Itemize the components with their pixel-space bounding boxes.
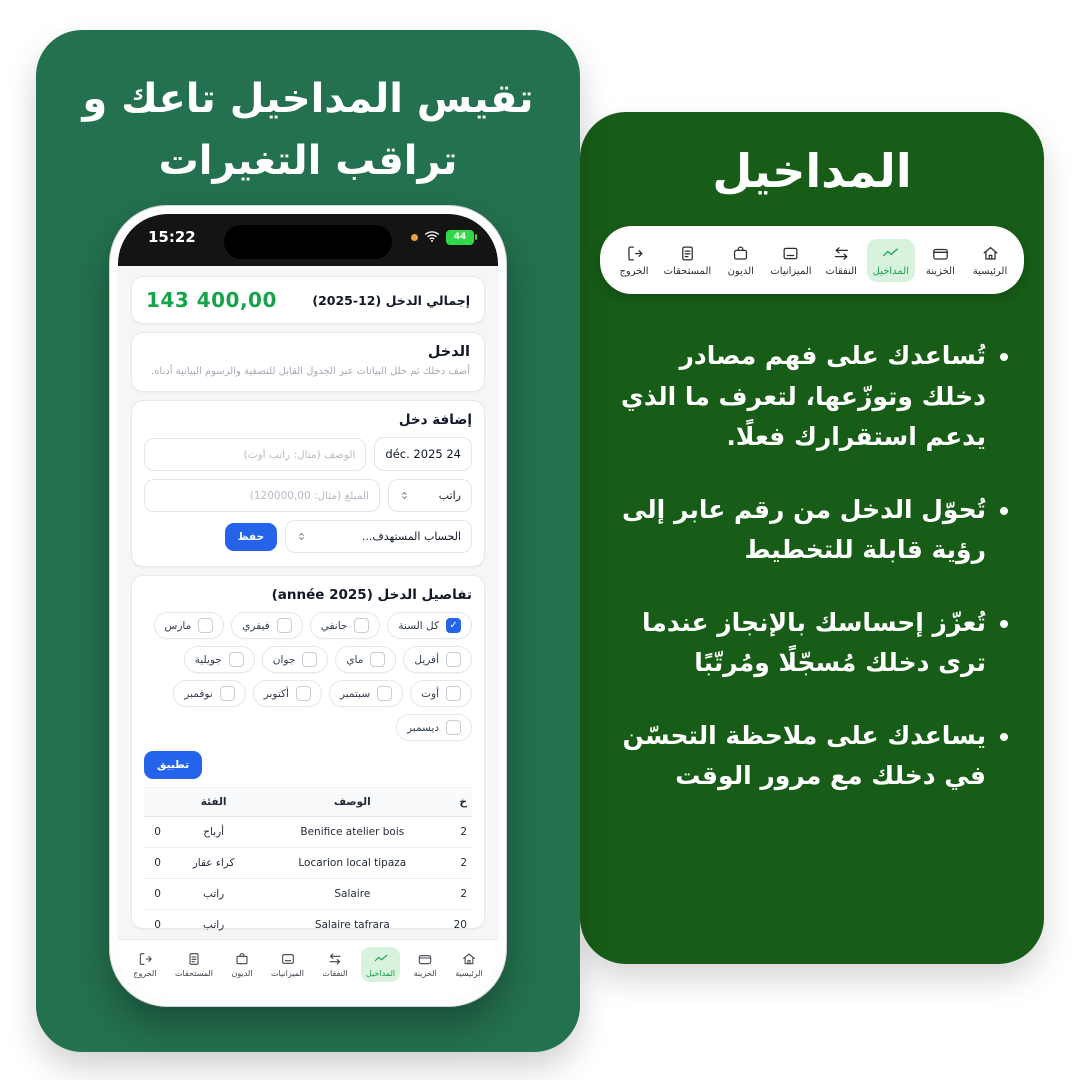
phone-status-bar bbox=[118, 214, 498, 266]
table-header-cell: الفئة bbox=[171, 788, 256, 817]
nav-item-home[interactable] bbox=[966, 239, 1014, 282]
month-label: كل السنة bbox=[398, 619, 439, 632]
right-panel bbox=[580, 112, 1044, 964]
nav-item-label: الميزانيات bbox=[271, 969, 304, 978]
income-details-title: تفاصيل الدخل (année 2025) bbox=[271, 587, 472, 603]
month-checkbox-pill[interactable] bbox=[184, 646, 255, 673]
nav-item-dues[interactable] bbox=[170, 947, 218, 982]
logout-icon bbox=[137, 951, 153, 967]
description-input[interactable] bbox=[144, 438, 366, 471]
month-label: ماي bbox=[346, 653, 364, 666]
checkbox-icon[interactable] bbox=[446, 720, 461, 735]
total-income-card bbox=[131, 276, 485, 324]
chevron-up-down-icon bbox=[296, 531, 307, 542]
apply-filter-button[interactable]: تطبيق bbox=[144, 751, 202, 779]
total-income-label: إجمالي الدخل (12-2025) bbox=[312, 292, 470, 308]
left-panel bbox=[36, 30, 580, 1052]
checkbox-icon[interactable] bbox=[198, 618, 213, 633]
table-cell: 0 bbox=[144, 910, 171, 940]
status-time: 15:22 bbox=[148, 228, 196, 246]
debts-icon bbox=[731, 244, 750, 263]
nav-item-label: الرئيسية bbox=[455, 969, 483, 978]
total-income-value: 143 400,00 bbox=[146, 288, 277, 312]
privacy-dot-icon bbox=[411, 234, 418, 241]
phone-bottom-nav bbox=[118, 939, 498, 998]
month-label: أفريل bbox=[414, 653, 439, 666]
month-label: سبتمبر bbox=[339, 687, 371, 700]
nav-item-label: المداخيل bbox=[872, 265, 909, 277]
nav-item-income-trend[interactable] bbox=[867, 239, 915, 282]
income-type-select[interactable]: راتب bbox=[388, 479, 472, 512]
table-cell: 0 bbox=[144, 817, 171, 848]
month-label: مارس bbox=[164, 619, 192, 632]
month-label: أوت bbox=[421, 687, 439, 700]
nav-item-label: المستحقات bbox=[175, 969, 214, 978]
checkbox-icon[interactable] bbox=[370, 652, 385, 667]
nav-item-debts[interactable] bbox=[717, 239, 765, 282]
home-icon bbox=[461, 951, 477, 967]
month-checkbox-pill[interactable] bbox=[262, 646, 329, 673]
checkbox-icon[interactable] bbox=[354, 618, 369, 633]
nav-item-label: الخزينة bbox=[925, 265, 955, 277]
nav-item-budgets[interactable] bbox=[266, 947, 309, 982]
month-label: ديسمبر bbox=[407, 721, 439, 734]
income-intro-card bbox=[131, 332, 485, 392]
treasury-icon bbox=[417, 951, 433, 967]
chevron-up-down-icon bbox=[399, 490, 410, 501]
table-cell: Benifice atelier bois bbox=[256, 817, 449, 848]
nav-item-home[interactable] bbox=[450, 947, 488, 982]
month-checkbox-pill[interactable] bbox=[173, 680, 245, 707]
benefit-bullet: • تُساعدك على فهم مصادر دخلك وتوزّعها، لتعرف ما الذي يدعم استقرارك فعلًا. bbox=[610, 336, 986, 458]
checkbox-icon[interactable] bbox=[302, 652, 317, 667]
left-panel-title: تقيس المداخيل تاعك و تراقب التغيرات bbox=[82, 76, 534, 184]
dynamic-island bbox=[224, 225, 392, 259]
table-cell: Locarion local tipaza bbox=[256, 848, 449, 879]
table-cell: كراء عقار bbox=[171, 848, 256, 879]
feature-nav-bar bbox=[600, 226, 1024, 294]
table-cell: Salaire bbox=[256, 879, 449, 910]
table-cell: راتب bbox=[171, 910, 256, 940]
nav-item-expenses-arrows[interactable] bbox=[317, 947, 352, 982]
nav-item-treasury[interactable] bbox=[409, 947, 442, 982]
nav-item-label: الخروج bbox=[133, 969, 157, 978]
month-checkbox-pill[interactable] bbox=[154, 612, 225, 639]
nav-item-label: الديون bbox=[231, 969, 253, 978]
month-filter-group bbox=[144, 612, 472, 741]
amount-input[interactable] bbox=[144, 479, 380, 512]
checkbox-icon[interactable] bbox=[446, 652, 461, 667]
benefit-bullet: • تُحوّل الدخل من رقم عابر إلى رؤية قابلة للتخطيط bbox=[610, 490, 986, 571]
checkbox-icon[interactable] bbox=[220, 686, 235, 701]
dues-icon bbox=[678, 244, 697, 263]
table-cell: 20 bbox=[449, 910, 472, 940]
checkbox-icon[interactable] bbox=[377, 686, 392, 701]
nav-item-label: الخزينة bbox=[413, 969, 437, 978]
dues-icon bbox=[186, 951, 202, 967]
month-label: نوفمبر bbox=[184, 687, 213, 700]
phone-screen bbox=[118, 214, 498, 998]
month-checkbox-pill[interactable] bbox=[231, 612, 303, 639]
benefit-list bbox=[610, 336, 1016, 797]
nav-item-debts[interactable] bbox=[226, 947, 257, 982]
month-checkbox-pill[interactable] bbox=[410, 680, 472, 707]
month-checkbox-pill[interactable] bbox=[396, 714, 472, 741]
nav-item-label: الخروج bbox=[619, 265, 649, 277]
battery-icon: 44 bbox=[446, 230, 474, 245]
table-cell: 2 bbox=[449, 879, 472, 910]
date-picker[interactable]: déc. 2025 24 bbox=[374, 437, 472, 471]
wifi-icon bbox=[424, 228, 440, 247]
nav-item-dues[interactable] bbox=[660, 239, 716, 282]
expenses-arrows-icon bbox=[327, 951, 343, 967]
income-title: الدخل bbox=[427, 344, 470, 360]
table-header-cell bbox=[144, 788, 171, 817]
budgets-icon bbox=[781, 244, 800, 263]
income-trend-icon bbox=[881, 244, 900, 263]
table-row[interactable] bbox=[144, 910, 472, 940]
table-header-cell: خ bbox=[449, 788, 472, 817]
month-checkbox-pill[interactable] bbox=[335, 646, 396, 673]
nav-item-logout[interactable] bbox=[128, 947, 161, 982]
table-cell: 2 bbox=[449, 817, 472, 848]
month-checkbox-pill[interactable] bbox=[403, 646, 472, 673]
month-checkbox-pill[interactable] bbox=[253, 680, 322, 707]
table-cell: 2 bbox=[449, 848, 472, 879]
month-checkbox-pill[interactable] bbox=[387, 612, 472, 639]
nav-item-label: الديون bbox=[727, 265, 754, 277]
nav-item-label: الرئيسية bbox=[972, 265, 1008, 277]
nav-item-logout[interactable] bbox=[610, 239, 658, 282]
home-icon bbox=[981, 244, 1000, 263]
checkbox-icon[interactable] bbox=[446, 686, 461, 701]
right-panel-title: المداخيل bbox=[712, 144, 912, 198]
benefit-bullet: • تُعزّز إحساسك بالإنجاز عندما ترى دخلك مُسجّلًا ومُرتّبًا bbox=[610, 603, 986, 684]
table-cell: راتب bbox=[171, 879, 256, 910]
save-button[interactable]: حفظ bbox=[225, 523, 277, 551]
nav-item-expenses-arrows[interactable] bbox=[817, 239, 865, 282]
month-label: أكتوبر bbox=[263, 687, 289, 700]
target-account-select[interactable]: الحساب المستهدف... bbox=[285, 520, 472, 553]
table-cell: Salaire tafrara bbox=[256, 910, 449, 940]
month-label: جويلية bbox=[194, 653, 222, 666]
month-label: جانفي bbox=[320, 619, 348, 632]
checkbox-icon[interactable]: ✓ bbox=[446, 618, 461, 633]
income-table bbox=[144, 787, 472, 939]
phone-mockup bbox=[109, 205, 507, 1007]
table-row[interactable] bbox=[144, 848, 472, 879]
checkbox-icon[interactable] bbox=[277, 618, 292, 633]
income-trend-icon bbox=[373, 951, 389, 967]
month-label: فيفري bbox=[242, 619, 270, 632]
checkbox-icon[interactable] bbox=[229, 652, 244, 667]
month-checkbox-pill[interactable] bbox=[310, 612, 381, 639]
expenses-arrows-icon bbox=[832, 244, 851, 263]
nav-item-label: النفقات bbox=[322, 969, 348, 978]
month-label: جوان bbox=[272, 653, 296, 666]
table-cell: 0 bbox=[144, 879, 171, 910]
nav-item-label: النفقات bbox=[825, 265, 857, 277]
phone-content bbox=[118, 266, 498, 939]
logout-icon bbox=[625, 244, 644, 263]
budgets-icon bbox=[280, 951, 296, 967]
nav-item-budgets[interactable] bbox=[766, 239, 815, 282]
checkbox-icon[interactable] bbox=[296, 686, 311, 701]
table-header-cell: الوصف bbox=[256, 788, 449, 817]
income-details-card bbox=[131, 575, 485, 929]
nav-item-label: المستحقات bbox=[663, 265, 712, 277]
nav-item-income-trend[interactable] bbox=[361, 947, 400, 982]
table-cell: أرباح bbox=[171, 817, 256, 848]
income-subtitle: أضف دخلك ثم حلل البيانات عبر الجدول القابل للتصفية والرسوم البيانية أدناه. bbox=[151, 366, 470, 377]
nav-item-label: المداخيل bbox=[366, 969, 396, 978]
benefit-bullet: • يساعدك على ملاحظة التحسّن في دخلك مع مرور الوقت bbox=[610, 716, 986, 797]
month-checkbox-pill[interactable] bbox=[329, 680, 403, 707]
add-income-title: إضافة دخل bbox=[398, 412, 472, 428]
debts-icon bbox=[234, 951, 250, 967]
nav-item-treasury[interactable] bbox=[916, 239, 964, 282]
treasury-icon bbox=[931, 244, 950, 263]
add-income-card bbox=[131, 400, 485, 567]
table-cell: 0 bbox=[144, 848, 171, 879]
table-row[interactable] bbox=[144, 879, 472, 910]
table-row[interactable] bbox=[144, 817, 472, 848]
nav-item-label: الميزانيات bbox=[770, 265, 812, 277]
